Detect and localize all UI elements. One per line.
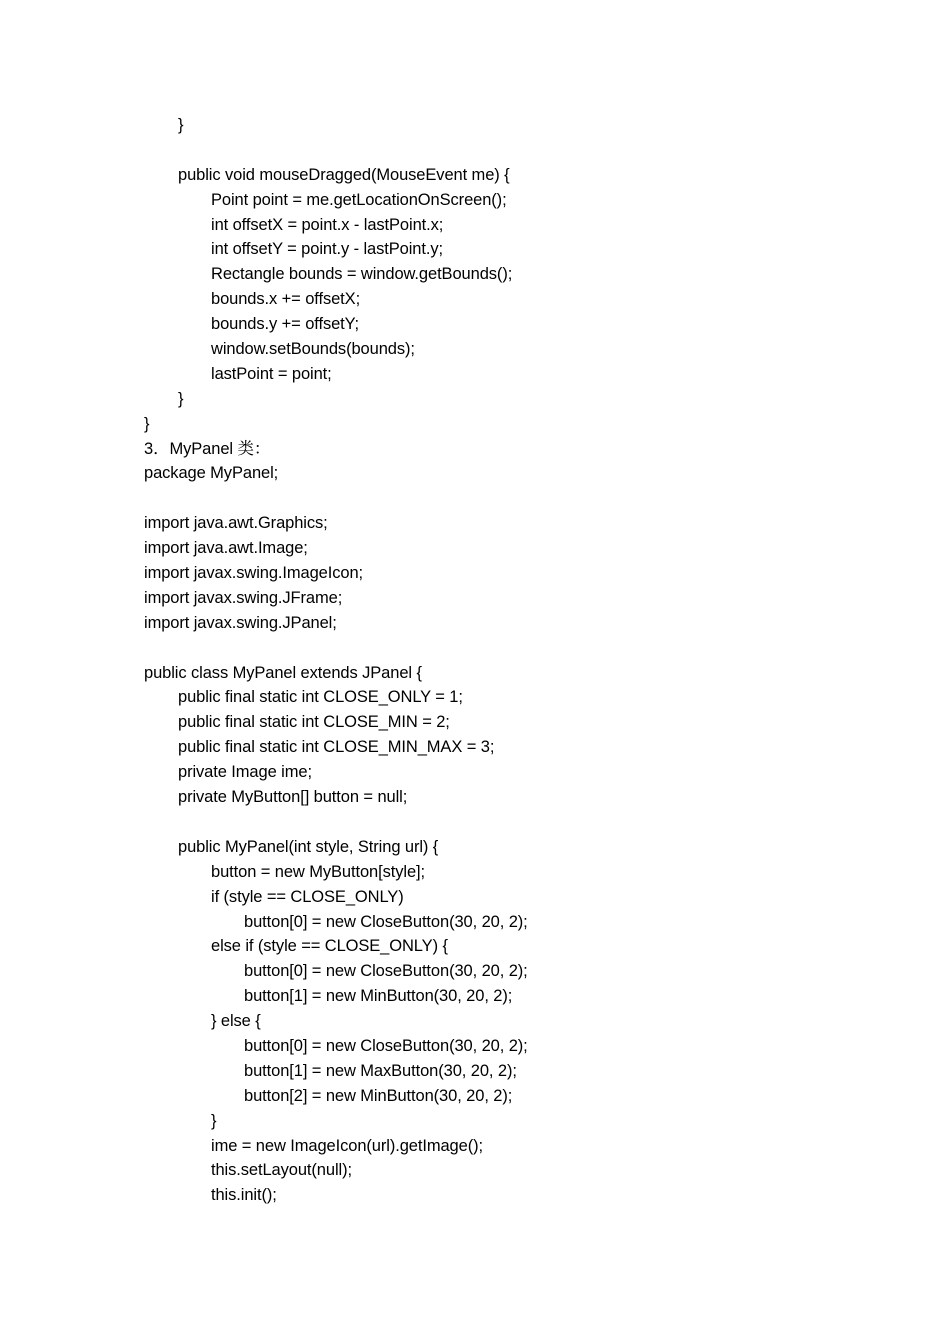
code-line: }: [144, 414, 150, 433]
code-listing: [144, 113, 904, 1208]
code-line: bounds.y += offsetY;: [211, 315, 359, 334]
code-line: else if (style == CLOSE_ONLY) {: [211, 937, 448, 956]
code-line: }: [211, 1111, 217, 1130]
code-line: button[0] = new CloseButton(30, 20, 2);: [244, 962, 528, 981]
code-line: import java.awt.Graphics;: [144, 514, 328, 533]
code-line: button[2] = new MinButton(30, 20, 2);: [244, 1086, 513, 1105]
code-line: Rectangle bounds = window.getBounds();: [211, 265, 513, 284]
blank-line: [144, 138, 904, 163]
code-line: import javax.swing.ImageIcon;: [144, 564, 364, 583]
code-line: import java.awt.Image;: [144, 539, 308, 558]
code-line: this.setLayout(null);: [211, 1161, 352, 1180]
code-line: } else {: [211, 1012, 261, 1031]
code-line: }: [178, 116, 184, 134]
code-line: }: [178, 389, 184, 408]
code-line: private MyButton[] button = null;: [178, 788, 408, 807]
blank-line: [144, 810, 904, 835]
code-line: import javax.swing.JPanel;: [144, 613, 337, 632]
code-line: if (style == CLOSE_ONLY): [211, 887, 404, 906]
code-line: int offsetX = point.x - lastPoint.x;: [211, 215, 444, 234]
code-line: button[1] = new MaxButton(30, 20, 2);: [244, 1061, 517, 1080]
code-line: button[0] = new CloseButton(30, 20, 2);: [244, 1036, 528, 1055]
blank-line: [144, 486, 904, 511]
code-line: public MyPanel(int style, String url) {: [178, 837, 439, 856]
code-line: button[0] = new CloseButton(30, 20, 2);: [244, 912, 528, 931]
code-line: package MyPanel;: [144, 464, 279, 483]
code-line: button = new MyButton[style];: [211, 862, 426, 881]
code-line: this.init();: [211, 1186, 277, 1205]
code-line: private Image ime;: [178, 763, 312, 782]
code-line: lastPoint = point;: [211, 364, 332, 383]
code-line: public class MyPanel extends JPanel {: [144, 663, 422, 682]
code-line: public void mouseDragged(MouseEvent me) {: [178, 165, 510, 184]
code-line: public final static int CLOSE_MIN_MAX = 3;: [178, 738, 495, 757]
code-line: public final static int CLOSE_MIN = 2;: [178, 713, 450, 732]
blank-line: [144, 636, 904, 661]
code-line: button[1] = new MinButton(30, 20, 2);: [244, 987, 513, 1006]
code-line: public final static int CLOSE_ONLY = 1;: [178, 688, 463, 707]
code-line: int offsetY = point.y - lastPoint.y;: [211, 240, 443, 259]
code-line: ime = new ImageIcon(url).getImage();: [211, 1136, 483, 1155]
code-line: import javax.swing.JFrame;: [144, 588, 343, 607]
code-line: bounds.x += offsetX;: [211, 290, 361, 309]
code-line: Point point = me.getLocationOnScreen();: [211, 190, 507, 209]
code-line: window.setBounds(bounds);: [211, 340, 415, 359]
code-line: 3．MyPanel 类：: [144, 439, 271, 458]
